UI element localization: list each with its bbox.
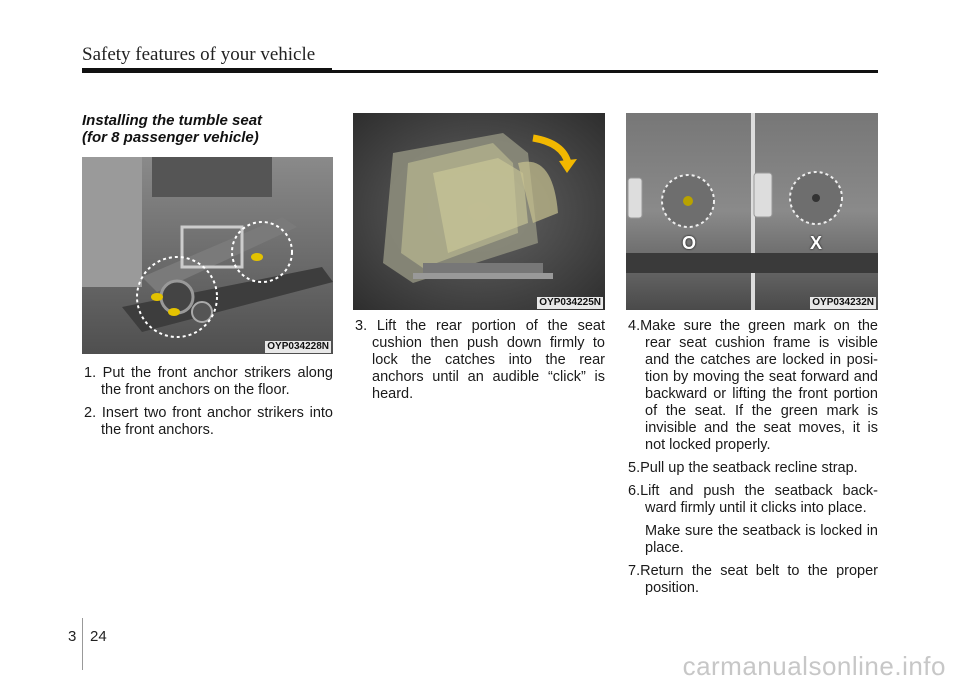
steps-column-1 (84, 365, 333, 445)
step-6-note: Make sure the seatback is locked in place. (645, 523, 878, 556)
label-incorrect: X (810, 233, 823, 253)
figure-seat-tumble (353, 113, 605, 310)
figure-code: OYP034232N (812, 297, 874, 308)
step-3: 3. Lift the rear portion of the seat cushion then push down firmly to lock the catches into the rear anchors until an audible “click” is heard. (355, 318, 605, 402)
figure-green-mark (626, 113, 878, 310)
steps-column-3 (628, 318, 878, 603)
page-number: 24 (90, 628, 107, 645)
header-rule (82, 70, 878, 73)
figure-code: OYP034225N (539, 297, 601, 308)
figure-code: OYP034228N (267, 341, 329, 352)
section-heading (82, 112, 342, 146)
step-5: 5.Pull up the seatback recline strap. (628, 460, 858, 476)
step-4: 4.Make sure the green mark on the rear seat cushion frame is visible and the catches are locked in posi- tion by moving the seat forward and backward or lifting the front portion of the seat. If the green mark is invisible and the seat moves, it is not locked properly. (628, 318, 878, 453)
label-correct: O (682, 233, 697, 253)
step-7: 7.Return the seat belt to the proper position. (628, 563, 878, 596)
chapter-number: 3 (68, 628, 77, 645)
section-heading-line2: (for 8 passenger vehicle) (82, 129, 259, 146)
watermark-text: carmanualsonline.info (682, 651, 946, 681)
step-6: 6.Lift and push the seatback back- ward firmly until it clicks into place. (628, 483, 878, 516)
page-header-title: Safety features of your vehicle (82, 44, 316, 65)
step-2: 2. Insert two front anchor strikers into the front anchors. (84, 405, 333, 438)
figure-anchor-strikers (82, 157, 333, 354)
green-mark-comparison-photo (626, 113, 878, 310)
anchor-strikers-photo (82, 157, 333, 354)
steps-column-2 (355, 318, 605, 409)
seat-tumble-illustration (353, 113, 605, 310)
step-1: 1. Put the front anchor strikers along the front anchors on the floor. (84, 365, 333, 398)
section-heading-line1: Installing the tumble seat (82, 112, 263, 129)
page-number-divider (82, 618, 83, 670)
